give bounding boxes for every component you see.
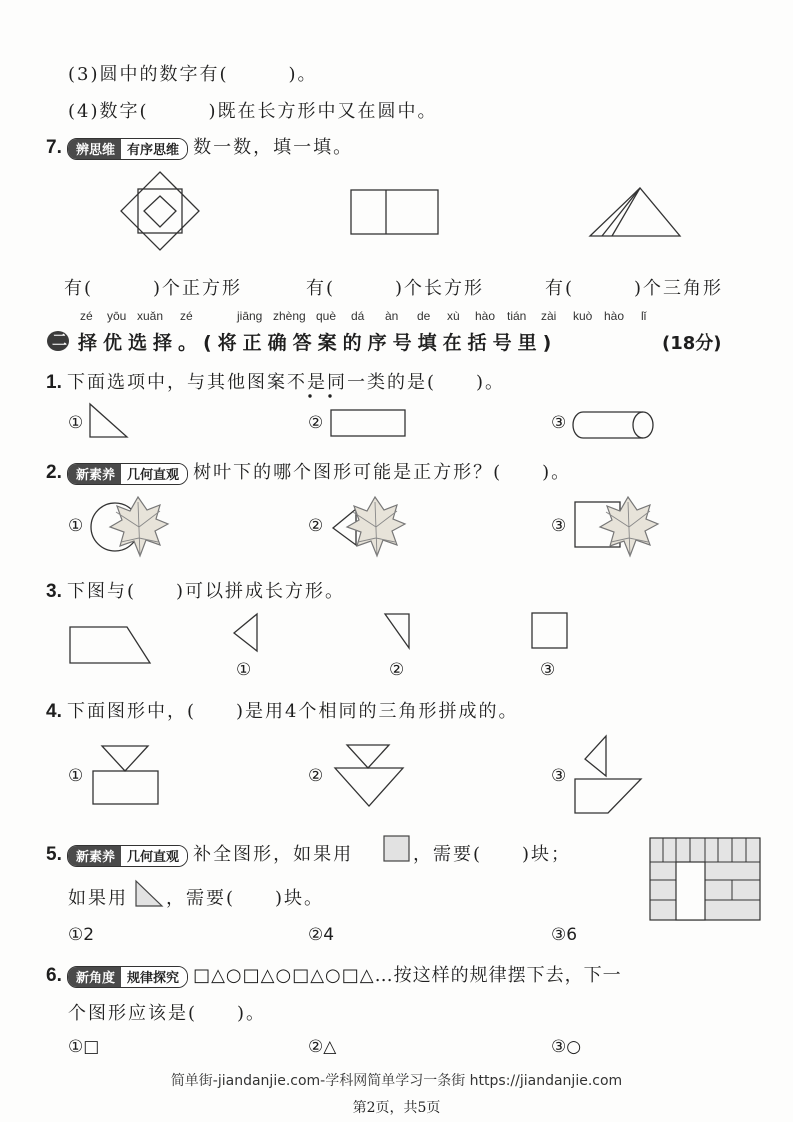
option-3: ③○ (551, 1037, 582, 1057)
option-1: ① (236, 660, 252, 680)
question-text: 树叶下的哪个图形可能是正方形？( )。 (193, 462, 572, 483)
pinyin-jiāng: jiāng (237, 309, 263, 323)
question-number: 5. (46, 844, 62, 865)
question-text-line2a: 如果用 (68, 888, 128, 909)
option-2: ② (308, 766, 324, 786)
section-score: (18分) (662, 333, 722, 354)
question-number: 2. (46, 462, 62, 483)
question-number: 7. (46, 137, 62, 158)
option-2: ② (308, 516, 324, 536)
option-1: ①2 (68, 925, 95, 945)
answer-rectangles: 有( )个长方形 (306, 278, 485, 299)
question-text: □△○□△○□△○□△…按这样的规律摆下去，下一 (193, 965, 622, 986)
pinyin-zé: zé (80, 309, 93, 323)
option-1: ① (68, 413, 84, 433)
question-3-line: (3)圆中的数字有( )。 (68, 64, 318, 85)
question-text: 下面选项中，与其他图案不是同一类的是( )。 (66, 372, 505, 393)
answer-triangles: 有( )个三角形 (545, 278, 724, 299)
option-1: ① (68, 766, 84, 786)
footer-watermark: 简单街-jiandanjie.com-学科网简单学习一条街 https://jiandanjie.com (170, 1073, 623, 1089)
question-number: 1. (46, 372, 62, 393)
category-tag: 辨思维 有序思维 (67, 138, 188, 160)
page-number: 第2页，共5页 (352, 1100, 441, 1116)
question-text-line2b: ，需要( )块。 (166, 888, 325, 909)
pinyin-de: de (417, 309, 431, 323)
question-number: 3. (46, 581, 62, 602)
pinyin-dá: dá (351, 309, 365, 323)
pinyin-tián: tián (507, 309, 527, 323)
question-text: 下图与( )可以拼成长方形。 (66, 581, 345, 602)
pinyin-zài: zài (541, 309, 557, 323)
option-3: ③ (551, 766, 567, 786)
option-1: ① (68, 516, 84, 536)
option-3: ③ (551, 413, 567, 433)
option-2: ② (308, 413, 324, 433)
problem-6-line (46, 961, 622, 988)
option-3: ③6 (551, 925, 578, 945)
question-text-line2: 个图形应该是( )。 (68, 1003, 267, 1024)
question-text: 下面图形中，( )是用4个相同的三角形拼成的。 (66, 701, 519, 722)
question-text: 数一数，填一填。 (193, 137, 354, 158)
question-text-cont: ，需要( )块； (413, 844, 572, 865)
question-number: 4. (46, 701, 62, 722)
pinyin-què: què (316, 309, 337, 323)
option-3: ③ (551, 516, 567, 536)
option-2: ② (389, 660, 405, 680)
pinyin-àn: àn (385, 309, 399, 323)
pinyin-xù: xù (447, 309, 460, 323)
answer-squares: 有( )个正方形 (64, 278, 243, 299)
section-icon-label: 二 (52, 331, 68, 349)
pinyin-zé2: zé (180, 309, 193, 323)
question-4-line: (4)数字( )既在长方形中又在圆中。 (68, 101, 438, 122)
category-tag: 新素养 几何直观 (67, 845, 188, 867)
option-2: ②4 (308, 925, 335, 945)
pinyin-xuǎn: xuǎn (137, 309, 164, 323)
pinyin-hào: hào (475, 309, 496, 323)
pinyin-yōu: yōu (107, 309, 127, 323)
option-2: ②△ (308, 1037, 337, 1057)
pinyin-lǐ: lǐ (641, 309, 647, 323)
option-3: ③ (540, 660, 556, 680)
pinyin-hào2: hào (604, 309, 625, 323)
pinyin-kuò: kuò (573, 309, 593, 323)
category-tag: 新角度 规律探究 (67, 966, 188, 988)
pinyin-zhèng: zhèng (273, 309, 306, 323)
question-number: 6. (46, 965, 62, 986)
question-text: 补全图形，如果用 (193, 844, 354, 865)
category-tag: 新素养 几何直观 (67, 463, 188, 485)
section-title: 择优选择。(将正确答案的序号填在括号里) (78, 332, 558, 354)
option-1: ①□ (68, 1037, 100, 1057)
